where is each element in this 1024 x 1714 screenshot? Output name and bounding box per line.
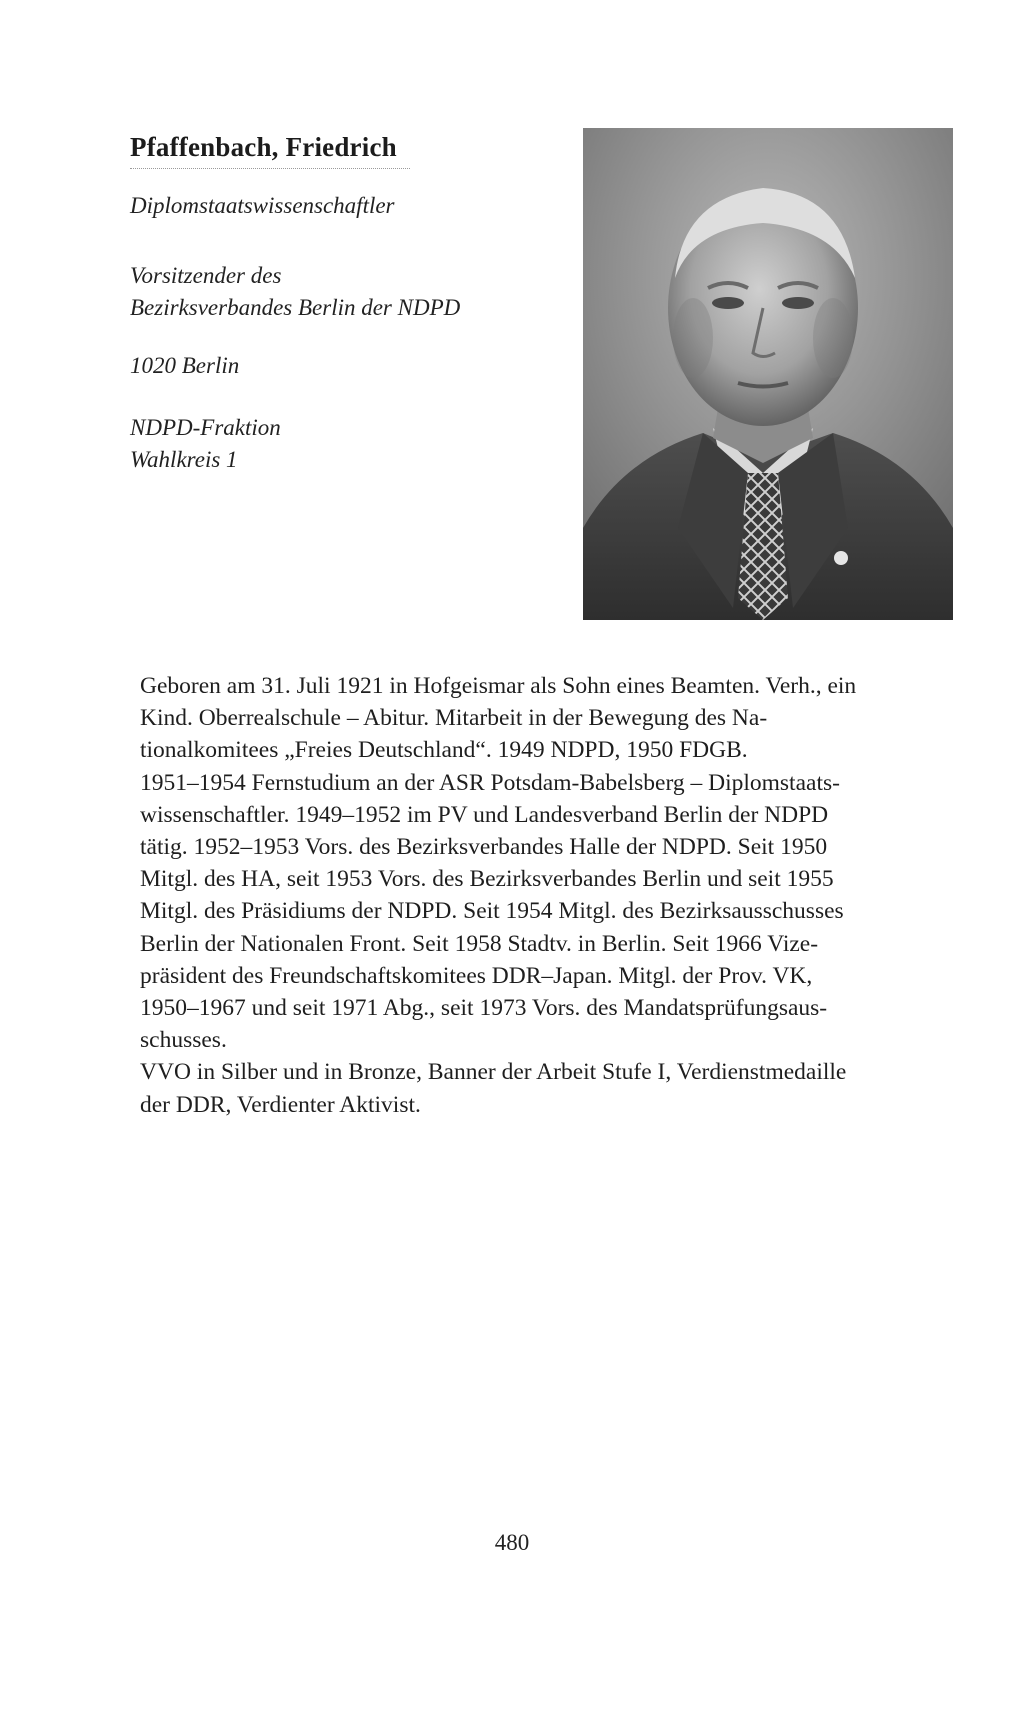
biography-line: tätig. 1952–1953 Vors. des Bezirksverbandes Halle der NDPD. Seit 1950 [140, 834, 828, 861]
portrait-photo-icon [583, 128, 953, 620]
biography-line: Mitgl. des Präsidiums der NDPD. Seit 1954 Mitgl. des Bezirksausschusses [140, 898, 844, 925]
function-line: Bezirksverbandes Berlin der NDPD [130, 295, 461, 320]
awards-line: der DDR, Verdienter Aktivist. [140, 1091, 421, 1118]
page-number: 480 [494, 1530, 530, 1555]
academic-degree: Diplomstaatswissenschaftler [130, 193, 395, 218]
portrait-photo [583, 128, 953, 620]
biography-line: Berlin der Nationalen Front. Seit 1958 Stadtv. in Berlin. Seit 1966 Vize- [140, 930, 819, 957]
biography-line: schusses. [140, 1027, 227, 1054]
biography-line: 1951–1954 Fernstudium an der ASR Potsdam-Babelsberg – Diplomstaats- [140, 769, 840, 796]
biography-line: Mitgl. des HA, seit 1953 Vors. des Bezirksverbandes Berlin und seit 1955 [140, 866, 834, 893]
name-underline [130, 168, 410, 169]
biography-line: präsident des Freundschaftskomitees DDR–Japan. Mitgl. der Prov. VK, [140, 962, 813, 989]
parliament-info [130, 412, 281, 476]
function-line: Vorsitzender des [130, 263, 282, 288]
biography-line: tionalkomitees „Freies Deutschland“. 1949 NDPD, 1950 FDGB. [140, 737, 748, 764]
biography-line: 1950–1967 und seit 1971 Abg., seit 1973 Vors. des Mandatsprüfungsaus- [140, 995, 828, 1022]
city: 1020 Berlin [130, 353, 240, 378]
constituency: Wahlkreis 1 [130, 447, 238, 472]
awards-line: VVO in Silber und in Bronze, Banner der Arbeit Stufe I, Verdienstmedaille [140, 1059, 847, 1086]
function-block [130, 260, 460, 324]
fraction: NDPD-Fraktion [130, 415, 281, 440]
biography-line: Kind. Oberrealschule – Abitur. Mitarbeit in der Bewegung des Na- [140, 705, 768, 732]
biography [140, 670, 968, 1121]
biography-line: Geboren am 31. Juli 1921 in Hofgeismar als Sohn eines Beamten. Verh., ein [140, 673, 857, 699]
biography-line: wissenschaftler. 1949–1952 im PV und Landesverband Berlin der NDPD [140, 801, 829, 828]
person-name: Pfaffenbach, Friedrich [130, 132, 397, 162]
